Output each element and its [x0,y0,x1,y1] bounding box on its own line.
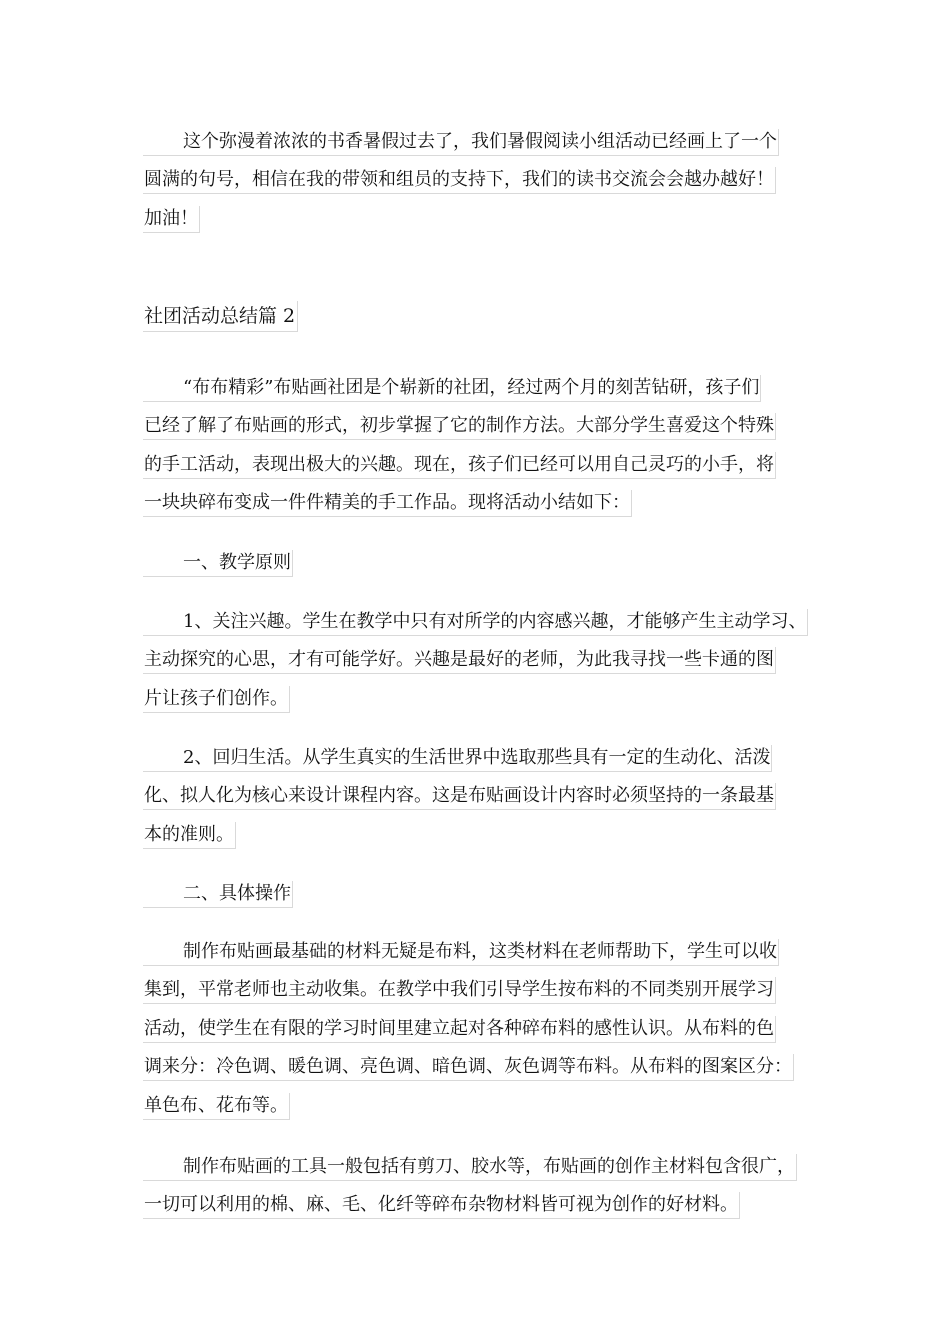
paragraph-life [143,739,807,855]
text-line: 单色布、花布等。 [143,1087,807,1126]
text-line: 一、教学原则 [143,544,807,583]
text-line: 主动探究的心思，才有可能学好。兴趣是最好的老师，为此我寻找一些卡通的图 [143,642,807,681]
paragraph-materials [143,933,807,1126]
paragraph-interest [143,603,807,719]
text-line: 这个弥漫着浓浓的书香暑假过去了，我们暑假阅读小组活动已经画上了一个 [143,123,807,162]
subheading-teaching-principles [143,544,807,583]
text-line: 化、拟人化为核心来设计课程内容。这是布贴画设计内容时必须坚持的一条最基 [143,778,807,817]
text-line: 集到，平常老师也主动收集。在教学中我们引导学生按布料的不同类别开展学习 [143,972,807,1011]
paragraph-reading-summary [143,123,807,239]
text-line: 2、回归生活。从学生真实的生活世界中选取那些具有一定的生动化、活泼 [143,739,807,778]
text-line: 1、关注兴趣。学生在教学中只有对所学的内容感兴趣，才能够产生主动学习、 [143,603,807,642]
paragraph-intro [143,369,807,523]
text-line: 圆满的句号，相信在我的带领和组员的支持下，我们的读书交流会会越办越好！ [143,162,807,201]
section-heading: 社团活动总结篇 2 [143,301,298,331]
text-line: 活动，使学生在有限的学习时间里建立起对各种碎布料的感性认识。从布料的色 [143,1010,807,1049]
text-line: 二、具体操作 [143,875,807,914]
text-line: 制作布贴画的工具一般包括有剪刀、胶水等，布贴画的创作主材料包含很广， [143,1148,807,1187]
text-line: 的手工活动，表现出极大的兴趣。现在，孩子们已经可以用自己灵巧的小手，将 [143,446,807,485]
text-line: 调来分：冷色调、暖色调、亮色调、暗色调、灰色调等布料。从布料的图案区分： [143,1049,807,1088]
text-line: 制作布贴画最基础的材料无疑是布料，这类材料在老师帮助下，学生可以收 [143,933,807,972]
subheading-operations [143,875,807,914]
text-line: “布布精彩”布贴画社团是个崭新的社团，经过两个月的刻苦钻研，孩子们 [143,369,807,408]
text-line: 已经了解了布贴画的形式，初步掌握了它的制作方法。大部分学生喜爱这个特殊 [143,408,807,447]
text-line: 本的准则。 [143,816,807,855]
text-line: 一切可以利用的棉、麻、毛、化纤等碎布杂物材料皆可视为创作的好材料。 [143,1187,807,1226]
text-line: 一块块碎布变成一件件精美的手工作品。现将活动小结如下： [143,485,807,524]
paragraph-tools [143,1148,807,1225]
text-line: 加油！ [143,200,807,239]
text-line: 片让孩子们创作。 [143,680,807,719]
